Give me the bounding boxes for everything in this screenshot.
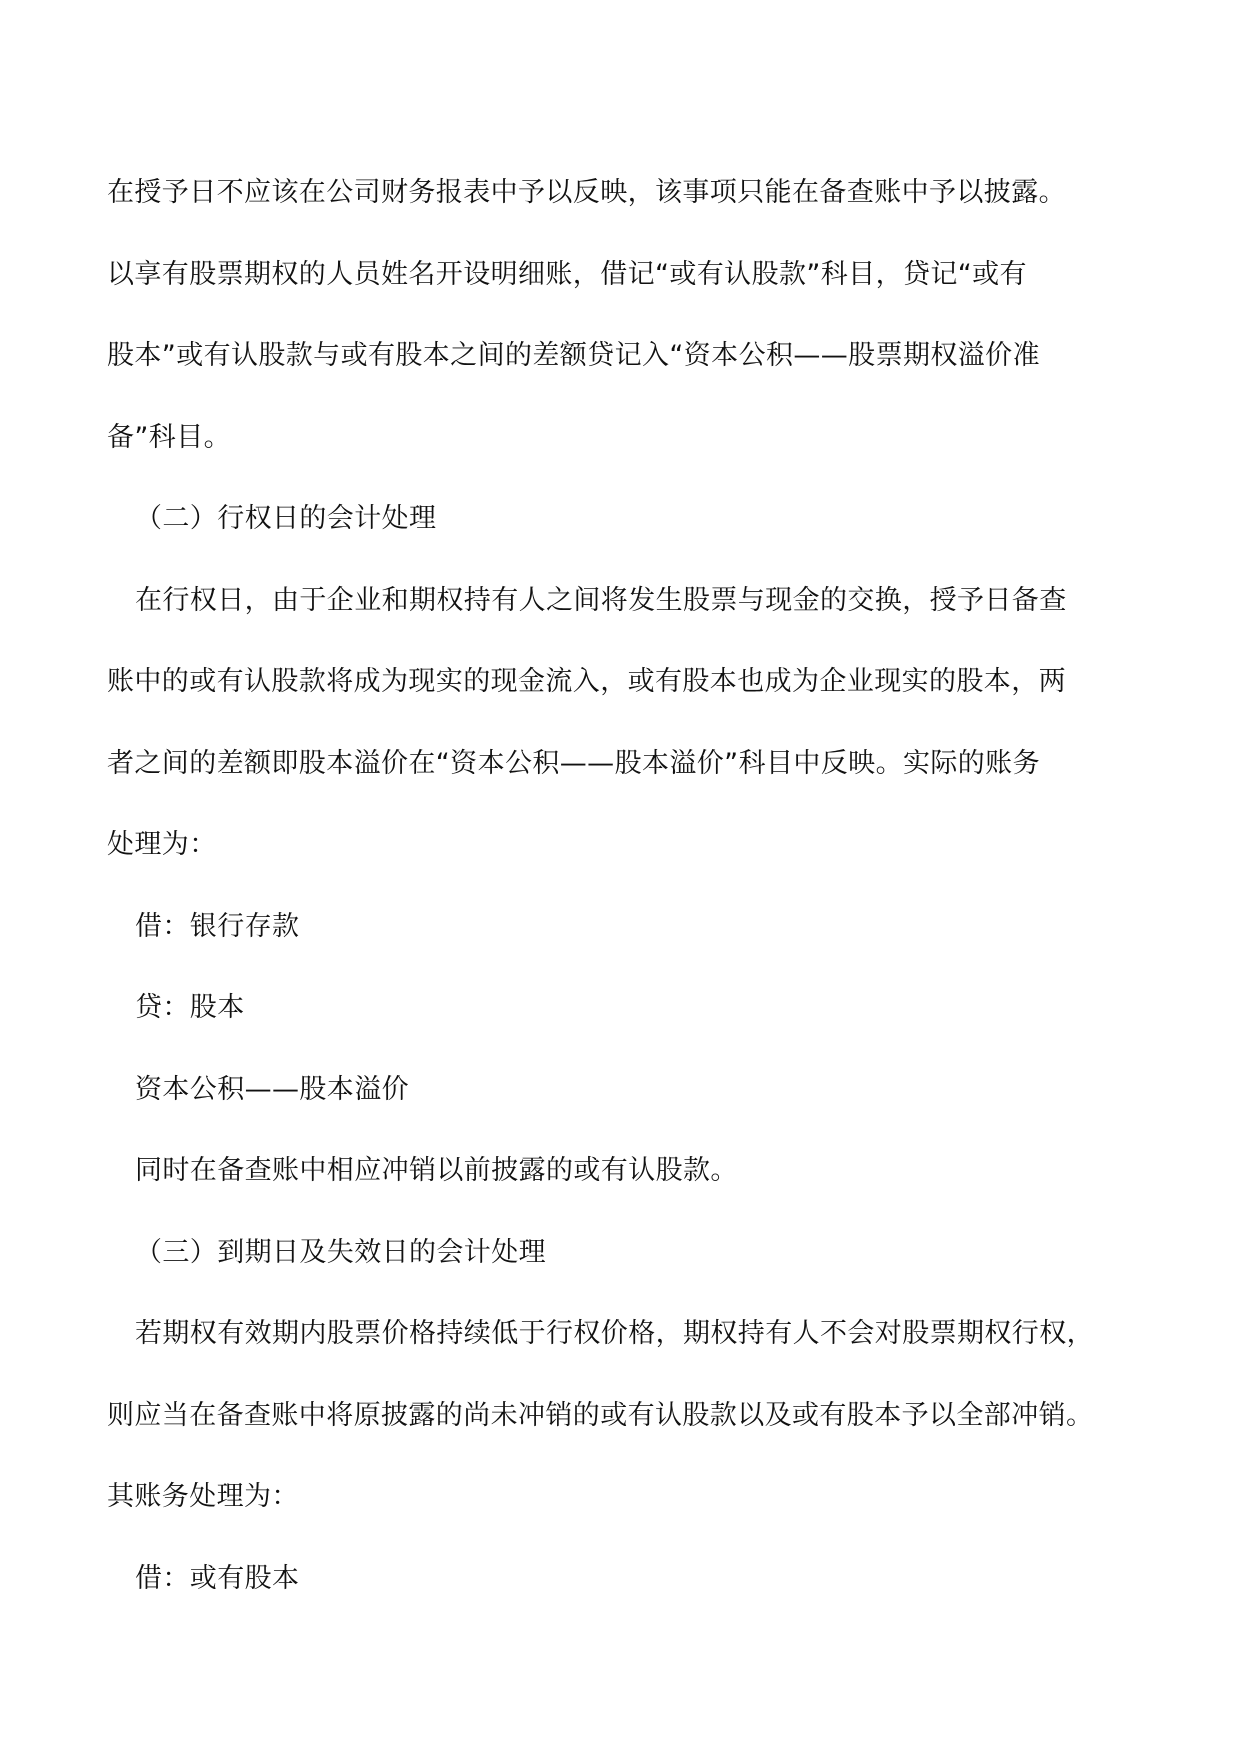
- paragraph-start: 若期权有效期内股票价格持续低于行权价格，期权持有人不会对股票期权行权，: [135, 1318, 1094, 1349]
- paragraph-start: 在行权日，由于企业和期权持有人之间将发生股票与现金的交换，授予日备查: [135, 584, 1067, 616]
- section-heading: （二）行权日的会计处理: [135, 503, 437, 534]
- section-heading: （三）到期日及失效日的会计处理: [135, 1236, 546, 1268]
- document-body: [107, 152, 1147, 1619]
- text-line: 在授予日不应该在公司财务报表中予以反映，该事项只能在备查账中予以披露。: [107, 177, 1066, 208]
- text-line: 账中的或有认股款将成为现实的现金流入，或有股本也成为企业现实的股本，两: [107, 666, 1066, 697]
- paragraph-start: 同时在备查账中相应冲销以前披露的或有认股款。: [135, 1155, 738, 1186]
- journal-entry-debit: 借：银行存款: [135, 910, 300, 942]
- journal-entry-credit-line: 资本公积——股本溢价: [135, 1073, 409, 1105]
- text-line: 者之间的差额即股本溢价在“资本公积——股本溢价”科目中反映。实际的账务: [107, 747, 1040, 779]
- text-line: 其账务处理为：: [107, 1481, 299, 1512]
- journal-entry-credit: 贷：股本: [135, 992, 245, 1023]
- text-line: 则应当在备查账中将原披露的尚未冲销的或有认股款以及或有股本予以全部冲销。: [107, 1399, 1094, 1431]
- text-line: 处理为：: [107, 829, 217, 860]
- text-line: 备”科目。: [107, 421, 231, 453]
- journal-entry-debit: 借：或有股本: [135, 1562, 300, 1594]
- text-line: 股本”或有认股款与或有股本之间的差额贷记入“资本公积——股票期权溢价准: [107, 340, 1040, 371]
- text-line: 以享有股票期权的人员姓名开设明细账，借记“或有认股款”科目，贷记“或有: [107, 258, 1027, 290]
